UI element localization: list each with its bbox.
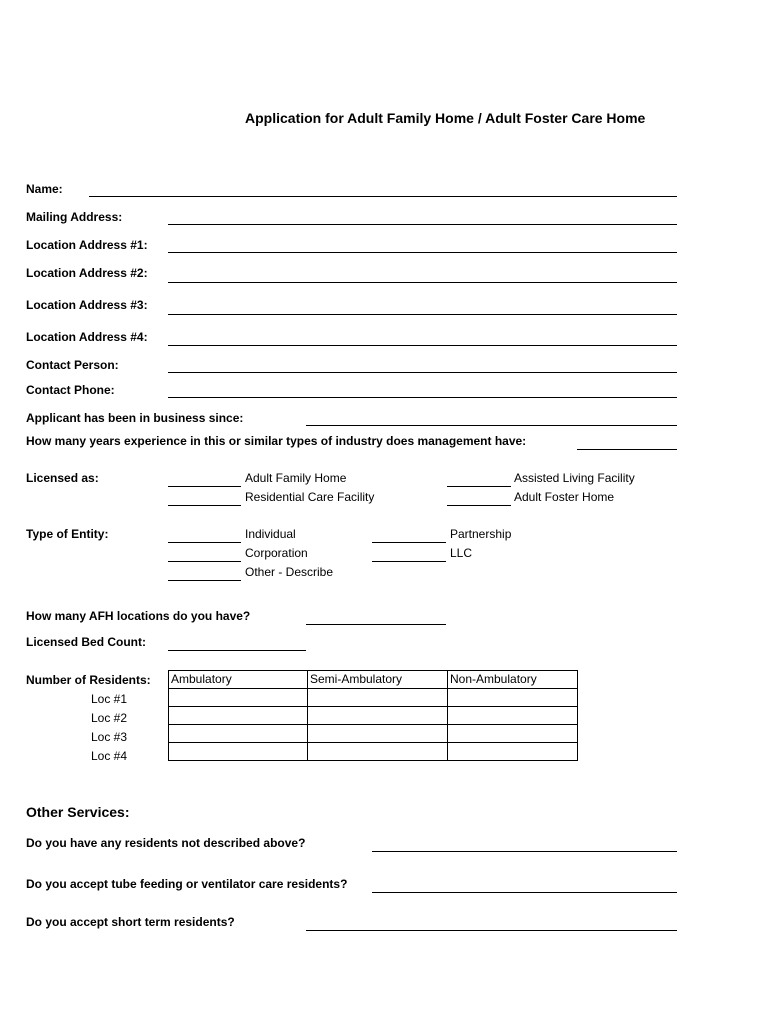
- q2-field[interactable]: [372, 892, 677, 893]
- name-label: Name:: [26, 182, 63, 196]
- contact-phone-field[interactable]: [168, 397, 677, 398]
- location-2-field[interactable]: [168, 282, 677, 283]
- bed-count-field[interactable]: [168, 650, 306, 651]
- residents-header-row: [169, 671, 578, 689]
- loc-2-label: Loc #2: [91, 711, 128, 725]
- table-row: [169, 689, 578, 707]
- mailing-address-label: Mailing Address:: [26, 210, 123, 224]
- location-1-label: Location Address #1:: [26, 238, 148, 252]
- entity-option-llc: LLC: [450, 546, 473, 560]
- licensed-option-alf: Assisted Living Facility: [514, 471, 635, 485]
- entity-option-corporation: Corporation: [245, 546, 308, 560]
- residents-table: [168, 670, 578, 761]
- business-since-label: Applicant has been in business since:: [26, 411, 244, 425]
- location-4-label: Location Address #4:: [26, 330, 148, 344]
- table-cell[interactable]: [169, 707, 308, 725]
- table-cell[interactable]: [448, 725, 578, 743]
- table-cell[interactable]: [169, 725, 308, 743]
- entity-option-partnership: Partnership: [450, 527, 512, 541]
- table-cell[interactable]: [308, 725, 448, 743]
- business-since-field[interactable]: [306, 425, 677, 426]
- contact-person-label: Contact Person:: [26, 358, 119, 372]
- entity-option-other: Other - Describe: [245, 565, 334, 579]
- page-title: Application for Adult Family Home / Adult Foster Care Home: [245, 110, 646, 126]
- q1-field[interactable]: [372, 851, 677, 852]
- location-4-field[interactable]: [168, 345, 677, 346]
- table-cell[interactable]: [169, 689, 308, 707]
- other-services-heading: Other Services:: [26, 804, 130, 820]
- location-3-label: Location Address #3:: [26, 298, 148, 312]
- entity-other-blank[interactable]: [168, 580, 241, 581]
- table-cell[interactable]: [448, 689, 578, 707]
- entity-partnership-blank[interactable]: [372, 542, 446, 543]
- experience-field[interactable]: [577, 449, 677, 450]
- location-3-field[interactable]: [168, 314, 677, 315]
- q3-label: Do you accept short term residents?: [26, 915, 235, 929]
- contact-phone-label: Contact Phone:: [26, 383, 115, 397]
- location-2-label: Location Address #2:: [26, 266, 148, 280]
- contact-person-field[interactable]: [168, 372, 677, 373]
- bed-count-label: Licensed Bed Count:: [26, 635, 147, 649]
- afh-locations-field[interactable]: [306, 624, 446, 625]
- loc-3-label: Loc #3: [91, 730, 128, 744]
- col-semi-ambulatory: Semi-Ambulatory: [308, 671, 448, 689]
- col-non-ambulatory: Non-Ambulatory: [448, 671, 578, 689]
- licensed-option-afoster: Adult Foster Home: [514, 490, 615, 504]
- licensed-option-afh: Adult Family Home: [245, 471, 347, 485]
- entity-llc-blank[interactable]: [372, 561, 446, 562]
- entity-individual-blank[interactable]: [168, 542, 241, 543]
- licensed-option-rcf: Residential Care Facility: [245, 490, 375, 504]
- loc-4-label: Loc #4: [91, 749, 128, 763]
- table-cell[interactable]: [308, 707, 448, 725]
- table-cell[interactable]: [308, 689, 448, 707]
- mailing-address-field[interactable]: [168, 224, 677, 225]
- afh-locations-label: How many AFH locations do you have?: [26, 609, 251, 623]
- licensed-as-label: Licensed as:: [26, 471, 99, 485]
- loc-1-label: Loc #1: [91, 692, 128, 706]
- col-ambulatory: Ambulatory: [169, 671, 308, 689]
- location-1-field[interactable]: [168, 252, 677, 253]
- name-field[interactable]: [89, 196, 677, 197]
- licensed-afoster-blank[interactable]: [447, 505, 511, 506]
- licensed-rcf-blank[interactable]: [168, 505, 241, 506]
- table-row: [169, 743, 578, 761]
- entity-corporation-blank[interactable]: [168, 561, 241, 562]
- q3-field[interactable]: [306, 930, 677, 931]
- table-cell[interactable]: [448, 707, 578, 725]
- experience-label: How many years experience in this or similar types of industry does management have:: [26, 434, 527, 448]
- table-row: [169, 707, 578, 725]
- entity-option-individual: Individual: [245, 527, 296, 541]
- residents-label: Number of Residents:: [26, 673, 151, 687]
- table-cell[interactable]: [169, 743, 308, 761]
- table-row: [169, 725, 578, 743]
- q2-label: Do you accept tube feeding or ventilator care residents?: [26, 877, 348, 891]
- table-cell[interactable]: [308, 743, 448, 761]
- licensed-alf-blank[interactable]: [447, 486, 511, 487]
- entity-label: Type of Entity:: [26, 527, 109, 541]
- table-cell[interactable]: [448, 743, 578, 761]
- licensed-afh-blank[interactable]: [168, 486, 241, 487]
- q1-label: Do you have any residents not described above?: [26, 836, 306, 850]
